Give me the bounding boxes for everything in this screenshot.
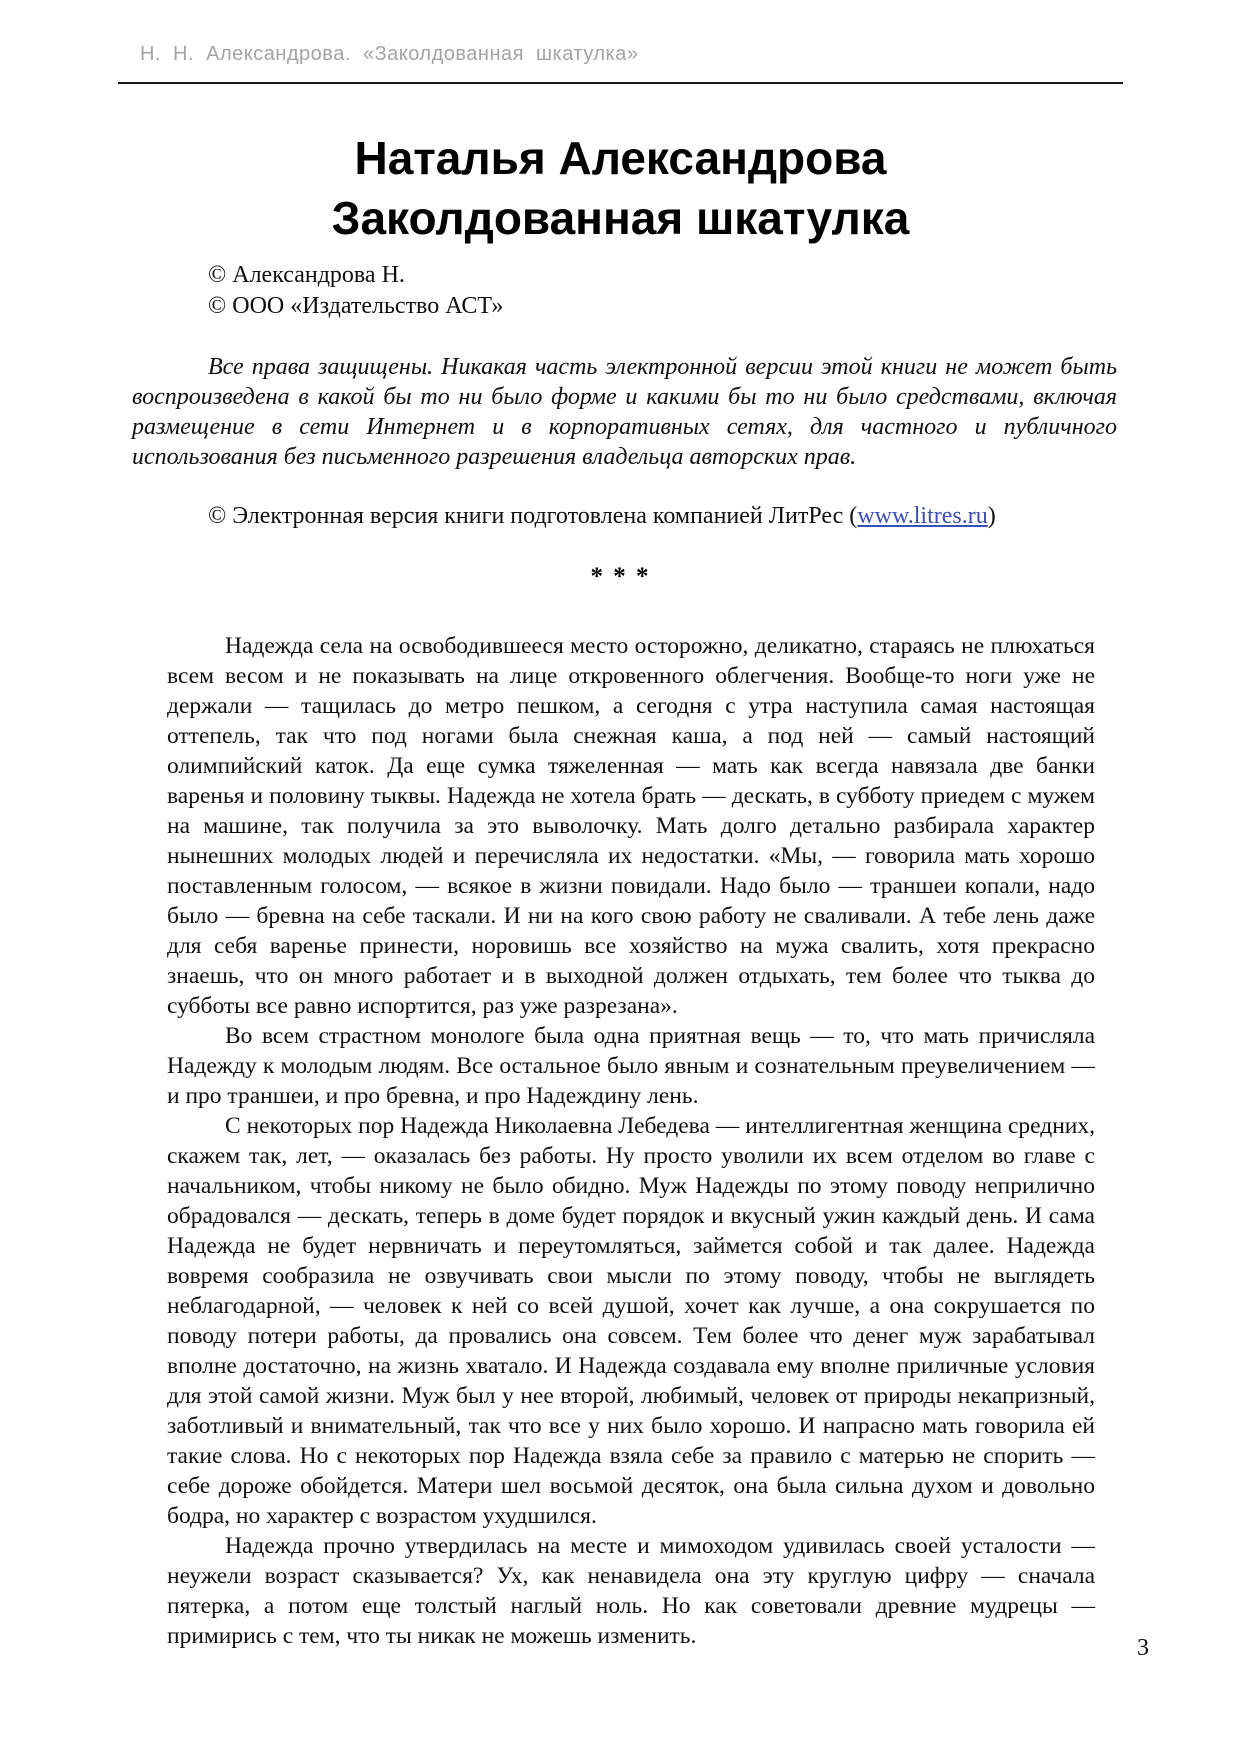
book-title-name: Заколдованная шкатулка (331, 192, 910, 244)
rights-notice: Все права защищены. Никакая часть электронной версии этой книги не может быть воспроизведена в какой бы то ни было форме и какими бы то ни было средствами, включая размещение в сети Интернет и в корпоративных сетях, для частного и публичного использования без письменного разрешения владельца авторских прав. (132, 354, 1117, 470)
copyright-author: © Александрова Н. (208, 262, 405, 288)
book-title-author: Наталья Александрова (354, 132, 887, 184)
body-text (167, 631, 1095, 1651)
book-title (118, 128, 1123, 248)
page-content (118, 0, 1123, 1651)
body-paragraph: Во всем страстном монологе была одна приятная вещь — то, что мать причисляла Надежду к молодым людям. Все остальное было явным и сознательным преувеличением — и про траншеи, и про бревна, и про Надеждину лень. (167, 1023, 1095, 1109)
section-separator: * * * (590, 563, 651, 590)
page-number: 3 (1137, 1635, 1149, 1661)
litres-credit-suffix: ) (987, 503, 996, 529)
body-paragraph: Надежда прочно утвердилась на месте и мимоходом удивилась своей усталости — неужели возраст сказывается? Ух, как ненавидела она эту круглую цифру — сначала пятерка, а потом еще толстый наглый ноль. Но как советовали древние мудрецы — примирись с тем, что ты никак не можешь изменить. (167, 1533, 1095, 1649)
litres-credit-text: © Электронная версия книги подготовлена компанией ЛитРес ( (208, 503, 858, 529)
running-header: Н. Н. Александрова. «Заколдованная шкатулка» (140, 43, 639, 65)
litres-link[interactable]: www.litres.ru (857, 503, 988, 529)
body-paragraph: С некоторых пор Надежда Николаевна Лебедева — интеллигентная женщина средних, скажем так, лет, — оказалась без работы. Ну просто уволили их всем отделом во главе с начальником, чтобы никому не было обидно. Муж Надежды по этому поводу неприлично обрадовался — дескать, теперь в доме будет порядок и вкусный ужин каждый день. И сама Надежда не будет нервничать и переутомляться, займется собой и так далее. Надежда вовремя сообразила не озвучивать свои мысли по этому поводу, чтобы не выглядеть неблагодарной, — человек к ней со всей душой, хочет как лучше, а она сокрушается по поводу потери работы, да провались она совсем. Тем более что денег муж зарабатывал вполне достаточно, на жизнь хватало. И Надежда создавала ему вполне приличные условия для этой самой жизни. Муж был у нее второй, любимый, человек от природы некапризный, заботливый и внимательный, так что все у них было хорошо. И напрасно мать говорила ей такие слова. Но с некоторых пор Надежда взяла себе за правило с матерью не спорить — себе дороже обойдется. Матери шел восьмой десяток, она была сильна духом и довольно бодра, но характер с возрастом ухудшился. (167, 1113, 1095, 1529)
body-paragraph: Надежда села на освободившееся место осторожно, деликатно, стараясь не плюхаться всем весом и не показывать на лице откровенного облегчения. Вообще-то ноги уже не держали — тащилась до метро пешком, а сегодня с утра наступила самая настоящая оттепель, так что под ногами была снежная каша, а под ней — самый настоящий олимпийский каток. Да еще сумка тяжеленная — мать как всегда навязала две банки варенья и половину тыквы. Надежда не хотела брать — дескать, в субботу приедем с мужем на машине, так получила за это выволочку. Мать долго детально разбирала характер нынешних молодых людей и перечисляла их недостатки. «Мы, — говорила мать хорошо поставленным голосом, — всякое в жизни повидали. Надо было — траншеи копали, надо было — бревна на себе таскали. И ни на кого свою работу не сваливали. А тебе лень даже для себя варенье принести, норовишь все хозяйство на мужа свалить, хотя прекрасно знаешь, что он много работает и в выходной должен отдыхать, тем более что тыква до субботы все равно испортится, раз уже разрезана». (167, 633, 1095, 1019)
litres-credit-line (208, 501, 1123, 531)
copyright-publisher: © ООО «Издательство АСТ» (208, 293, 504, 319)
header-rule (118, 82, 1123, 84)
copyright-block (208, 260, 1123, 322)
